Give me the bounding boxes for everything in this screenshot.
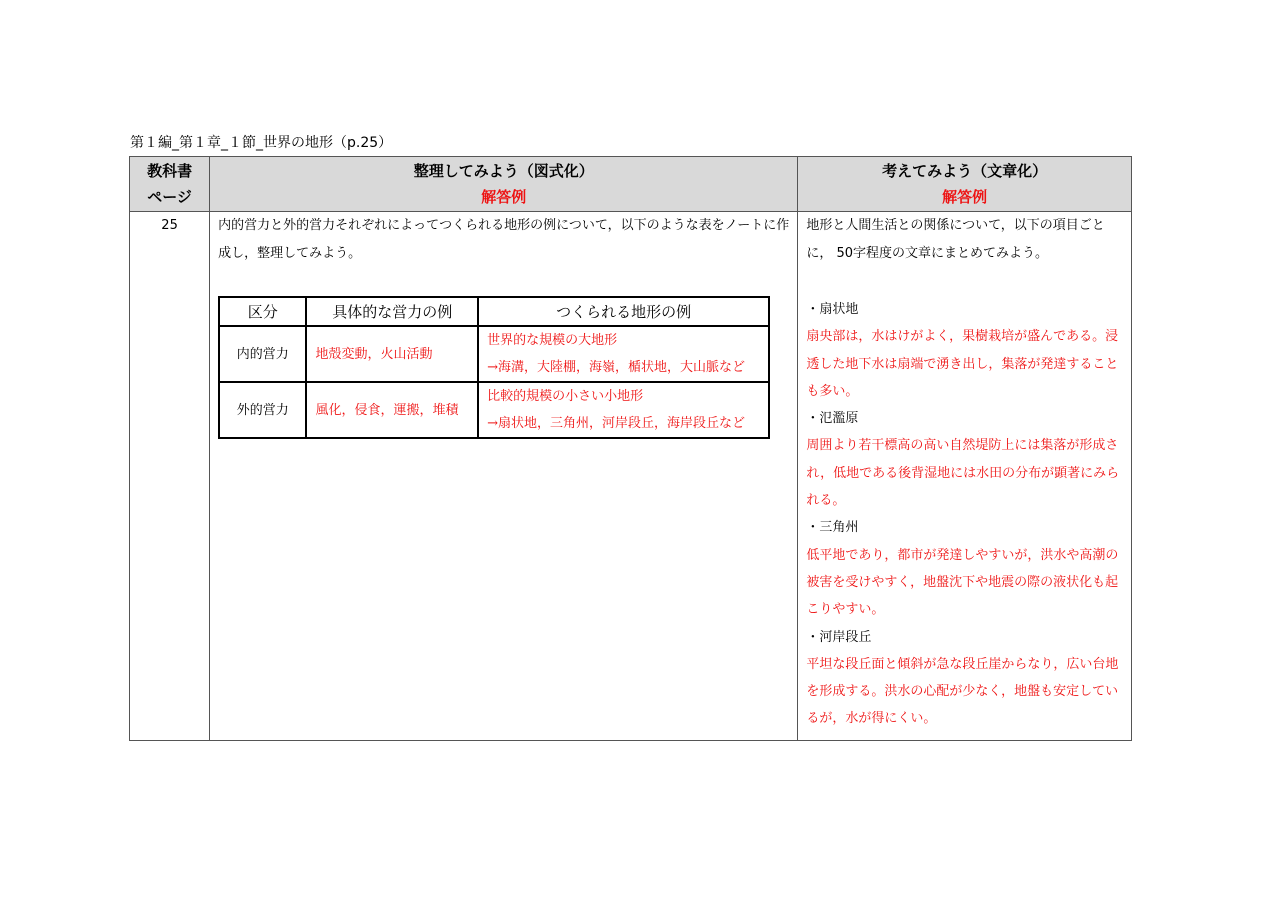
header-think <box>798 157 1132 212</box>
think-term: ・扇状地 <box>806 302 859 317</box>
document-title: 第１編_第１章_１節_世界の地形（p.25） <box>130 135 393 151</box>
landform-examples <box>478 326 769 382</box>
landform-header-forces: 具体的な営力の例 <box>306 297 478 326</box>
header-row <box>130 157 1132 212</box>
landform-kind: 外的営力 <box>219 382 306 438</box>
think-answer-list <box>806 296 1123 733</box>
landform-header-kind: 区分 <box>219 297 306 326</box>
header-page-line1: 教科書 <box>147 162 193 180</box>
landform-examples-line1: 比較的規模の小さい小地形 <box>487 389 644 404</box>
landform-forces: 地殻変動，火山活動 <box>306 326 478 382</box>
table-row <box>219 326 769 382</box>
header-textbook-page <box>130 157 210 212</box>
landform-table-header <box>219 297 769 326</box>
header-organize <box>210 157 798 212</box>
think-answer: 平坦な段丘面と傾斜が急な段丘崖からなり，広い台地を形成する。洪水の心配が少なく，地盤も安定しているが，水が得にくい。 <box>806 656 1119 727</box>
worksheet-table <box>129 156 1132 741</box>
page-number-cell <box>130 212 210 741</box>
think-cell <box>798 212 1132 741</box>
landform-table <box>218 296 770 439</box>
landform-examples <box>478 382 769 438</box>
header-organize-title: 整理してみよう（図式化） <box>413 162 594 180</box>
think-answer: 周囲より若干標高の高い自然堤防上には集落が形成され，低地である後背湿地には水田の分布が顕著にみられる。 <box>806 438 1120 509</box>
page-number: 25 <box>161 218 178 233</box>
landform-examples-line2: →海溝，大陸棚，海嶺，楯状地，大山脈など <box>487 360 745 375</box>
landform-header-landforms: つくられる地形の例 <box>478 297 769 326</box>
organize-cell <box>210 212 798 741</box>
header-think-answer-label: 解答例 <box>942 188 988 206</box>
think-term: ・氾濫原 <box>806 411 859 427</box>
header-page-line2: ページ <box>147 188 192 206</box>
landform-forces: 風化，侵食，運搬，堆積 <box>306 382 478 438</box>
think-prompt: 地形と人間生活との関係について，以下の項目ごとに， 50字程度の文章にまとめてみよう。 <box>806 218 1105 261</box>
think-term: ・河岸段丘 <box>806 629 872 645</box>
header-think-title: 考えてみよう（文章化） <box>882 162 1048 180</box>
organize-prompt: 内的営力と外的営力それぞれによってつくられる地形の例について，以下のような表をノートに作成し，整理してみよう。 <box>218 218 790 261</box>
think-answer: 扇央部は，水はけがよく，果樹栽培が盛んである。浸透した地下水は扇端で湧き出し，集落が発達することも多い。 <box>806 329 1119 399</box>
header-organize-answer-label: 解答例 <box>481 188 527 206</box>
content-row <box>130 212 1132 741</box>
think-term: ・三角州 <box>806 520 859 536</box>
landform-examples-line2: →扇状地，三角州，河岸段丘，海岸段丘など <box>487 416 745 431</box>
landform-examples-line1: 世界的な規模の大地形 <box>487 333 618 348</box>
landform-kind: 内的営力 <box>219 326 306 382</box>
think-answer: 低平地であり，都市が発達しやすいが，洪水や高潮の被害を受けやすく，地盤沈下や地震の際の液状化も起こりやすい。 <box>806 547 1119 618</box>
table-row <box>219 382 769 438</box>
